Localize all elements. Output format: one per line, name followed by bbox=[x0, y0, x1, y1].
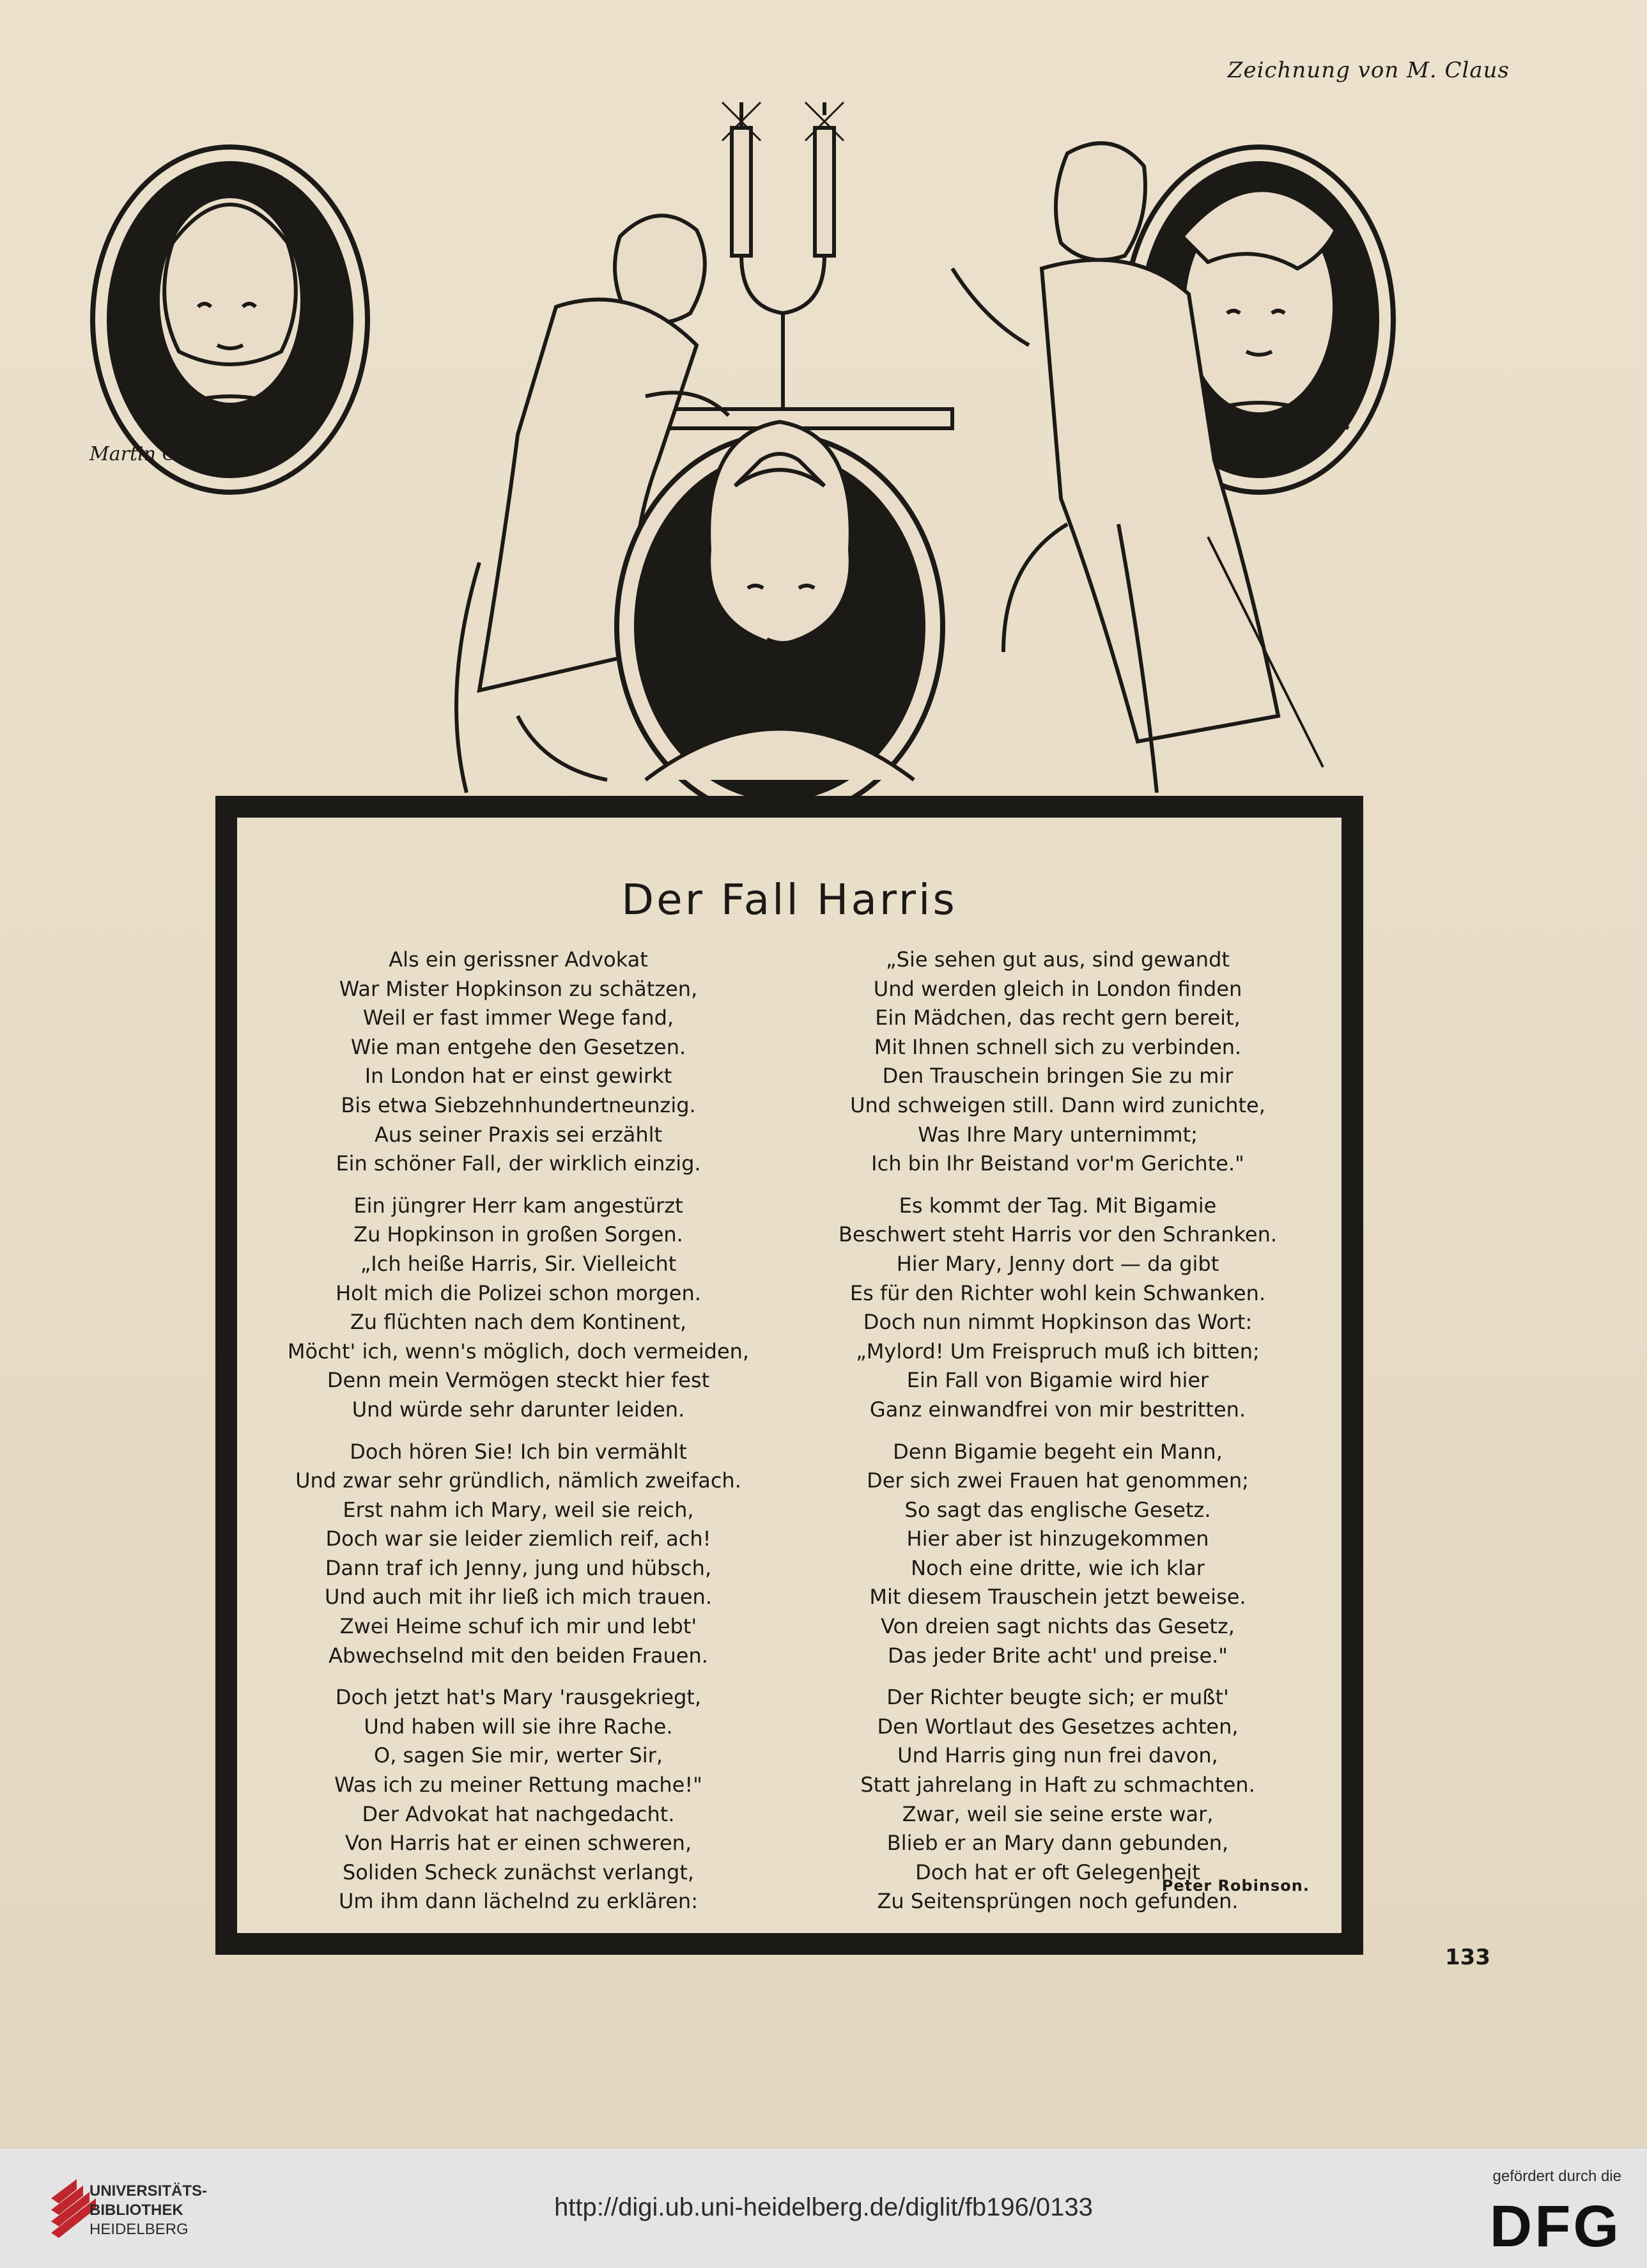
verse-line: Zu Hopkinson in großen Sorgen. bbox=[353, 1222, 683, 1247]
verse-line: Und würde sehr darunter leiden. bbox=[352, 1397, 685, 1422]
poem-author: Peter Robinson. bbox=[1161, 1877, 1310, 1895]
verse-line: Holt mich die Polizei schon morgen. bbox=[336, 1280, 701, 1305]
verse-line: Und zwar sehr gründlich, nämlich zweifach. bbox=[295, 1468, 741, 1493]
viewer-footer bbox=[0, 2148, 1647, 2268]
verse-line: Der Richter beugte sich; er mußt' bbox=[886, 1685, 1229, 1710]
poem-frame bbox=[215, 796, 1363, 1955]
verse-line: Und schweigen still. Dann wird zunichte, bbox=[850, 1092, 1265, 1117]
verse-line: Zwei Heime schuf ich mir und lebt' bbox=[339, 1614, 697, 1639]
verse-line: Denn Bigamie begeht ein Mann, bbox=[893, 1439, 1223, 1464]
verse-line: Den Wortlaut des Gesetzes achten, bbox=[877, 1714, 1239, 1739]
verse-line: Ein Fall von Bigamie wird hier bbox=[906, 1368, 1209, 1393]
poem-panel bbox=[235, 815, 1344, 1936]
verse-line: Und auch mit ihr ließ ich mich trauen. bbox=[325, 1585, 712, 1610]
verse-line: Den Trauschein bringen Sie zu mir bbox=[882, 1064, 1233, 1089]
verse-line: Als ein gerissner Advokat bbox=[389, 947, 648, 972]
verse-line: Ein Mädchen, das recht gern bereit, bbox=[875, 1006, 1241, 1030]
verse-line: „Mylord! Um Freispruch muß ich bitten; bbox=[856, 1339, 1260, 1363]
verse-line: „Ich heiße Harris, Sir. Vielleicht bbox=[360, 1251, 677, 1276]
illustration-credit: Zeichnung von M. Claus bbox=[1227, 58, 1510, 83]
verse-line: Hier aber ist hinzugekommen bbox=[906, 1526, 1209, 1551]
funded-by-label: gefördert durch die bbox=[1492, 2168, 1621, 2185]
verse-line: Wie man entgehe den Gesetzen. bbox=[350, 1034, 686, 1059]
verse-line: Das jeder Brite acht' und preise." bbox=[887, 1643, 1228, 1668]
permalink-url[interactable]: http://digi.ub.uni-heidelberg.de/diglit/fb196/0133 bbox=[554, 2193, 1093, 2221]
library-name-line: HEIDELBERG bbox=[89, 2221, 189, 2238]
dfg-logo[interactable]: DFG bbox=[1489, 2194, 1621, 2259]
verse-line: Mit Ihnen schnell sich zu verbinden. bbox=[874, 1034, 1242, 1059]
verse-line: Mit diesem Trauschein jetzt beweise. bbox=[869, 1585, 1246, 1610]
verse-line: Blieb er an Mary dann gebunden, bbox=[886, 1831, 1229, 1856]
verse-line: So sagt das englische Gesetz. bbox=[904, 1497, 1211, 1522]
verse-line: Soliden Scheck zunächst verlangt, bbox=[342, 1860, 695, 1884]
stanza bbox=[256, 945, 780, 1179]
verse-line: Doch jetzt hat's Mary 'rausgekriegt, bbox=[335, 1685, 702, 1710]
verse-line: Bis etwa Siebzehnhundertneunzig. bbox=[341, 1092, 696, 1117]
stanza bbox=[256, 1192, 780, 1425]
verse-line: Zu Seitensprüngen noch gefunden. bbox=[877, 1889, 1239, 1914]
poem-left-column bbox=[256, 945, 780, 1929]
verse-line: Beschwert steht Harris vor den Schranken. bbox=[838, 1222, 1278, 1247]
verse-line: Doch hören Sie! Ich bin vermählt bbox=[350, 1439, 687, 1464]
illustration-signature: Martin Claus bbox=[89, 443, 217, 465]
stanza bbox=[256, 1683, 780, 1916]
verse-line: Von Harris hat er einen schweren, bbox=[344, 1831, 692, 1856]
verse-line: Was ich zu meiner Rettung mache!" bbox=[334, 1773, 702, 1798]
verse-line: Dann traf ich Jenny, jung und hübsch, bbox=[325, 1555, 712, 1580]
verse-line: Weil er fast immer Wege fand, bbox=[362, 1006, 674, 1030]
library-name-line: BIBLIOTHEK bbox=[89, 2202, 183, 2219]
poem-title: Der Fall Harris bbox=[621, 875, 957, 924]
left-portrait-medallion bbox=[93, 147, 367, 492]
page-number: 133 bbox=[1445, 1945, 1490, 1970]
verse-line: Zwar, weil sie seine erste war, bbox=[902, 1801, 1214, 1826]
candlestick bbox=[722, 102, 844, 422]
verse-line: Ich bin Ihr Beistand vor'm Gerichte." bbox=[871, 1151, 1244, 1176]
verse-line: Möcht' ich, wenn's möglich, doch vermeiden, bbox=[287, 1339, 750, 1363]
verse-line: Und werden gleich in London finden bbox=[873, 976, 1242, 1001]
poem-right-column bbox=[796, 945, 1320, 1929]
verse-line: War Mister Hopkinson zu schätzen, bbox=[339, 976, 698, 1001]
verse-line: Abwechselnd mit den beiden Frauen. bbox=[329, 1643, 708, 1668]
stanza bbox=[796, 945, 1320, 1179]
verse-line: Von dreien sagt nichts das Gesetz, bbox=[881, 1614, 1235, 1639]
verse-line: Was Ihre Mary unternimmt; bbox=[918, 1122, 1198, 1147]
verse-line: Doch war sie leider ziemlich reif, ach! bbox=[325, 1526, 711, 1551]
verse-line: Erst nahm ich Mary, weil sie reich, bbox=[343, 1497, 694, 1522]
verse-line: Der Advokat hat nachgedacht. bbox=[362, 1801, 675, 1826]
verse-line: Denn mein Vermögen steckt hier fest bbox=[327, 1368, 710, 1393]
verse-line: Ein schöner Fall, der wirklich einzig. bbox=[336, 1151, 701, 1176]
verse-line: In London hat er einst gewirkt bbox=[364, 1064, 672, 1089]
verse-line: Es kommt der Tag. Mit Bigamie bbox=[899, 1193, 1217, 1218]
stanza bbox=[796, 1192, 1320, 1425]
verse-line: Ganz einwandfrei von mir bestritten. bbox=[869, 1397, 1246, 1422]
verse-line: Der sich zwei Frauen hat genommen; bbox=[867, 1468, 1249, 1493]
verse-line: Aus seiner Praxis sei erzählt bbox=[374, 1122, 663, 1147]
verse-line: Und haben will sie ihre Rache. bbox=[364, 1714, 673, 1739]
verse-line: „Sie sehen gut aus, sind gewandt bbox=[886, 947, 1230, 972]
verse-line: Hier Mary, Jenny dort — da gibt bbox=[896, 1251, 1219, 1276]
library-name-line: UNIVERSITÄTS- bbox=[89, 2182, 208, 2200]
verse-line: Und Harris ging nun frei davon, bbox=[897, 1743, 1218, 1768]
verse-line: Um ihm dann lächelnd zu erklären: bbox=[339, 1889, 698, 1914]
verse-line: O, sagen Sie mir, werter Sir, bbox=[374, 1743, 663, 1768]
verse-line: Statt jahrelang in Haft zu schmachten. bbox=[860, 1773, 1255, 1798]
verse-line: Ein jüngrer Herr kam angestürzt bbox=[353, 1193, 683, 1218]
illustration bbox=[70, 77, 1419, 831]
verse-line: Zu flüchten nach dem Kontinent, bbox=[350, 1310, 687, 1335]
verse-line: Noch eine dritte, wie ich klar bbox=[911, 1555, 1205, 1580]
verse-line: Es für den Richter wohl kein Schwanken. bbox=[849, 1280, 1266, 1305]
center-portrait-medallion bbox=[617, 422, 943, 818]
stanza bbox=[256, 1438, 780, 1671]
verse-line: Doch nun nimmt Hopkinson das Wort: bbox=[863, 1310, 1253, 1335]
verse-line: Doch hat er oft Gelegenheit bbox=[915, 1860, 1200, 1884]
stanza bbox=[796, 1438, 1320, 1671]
